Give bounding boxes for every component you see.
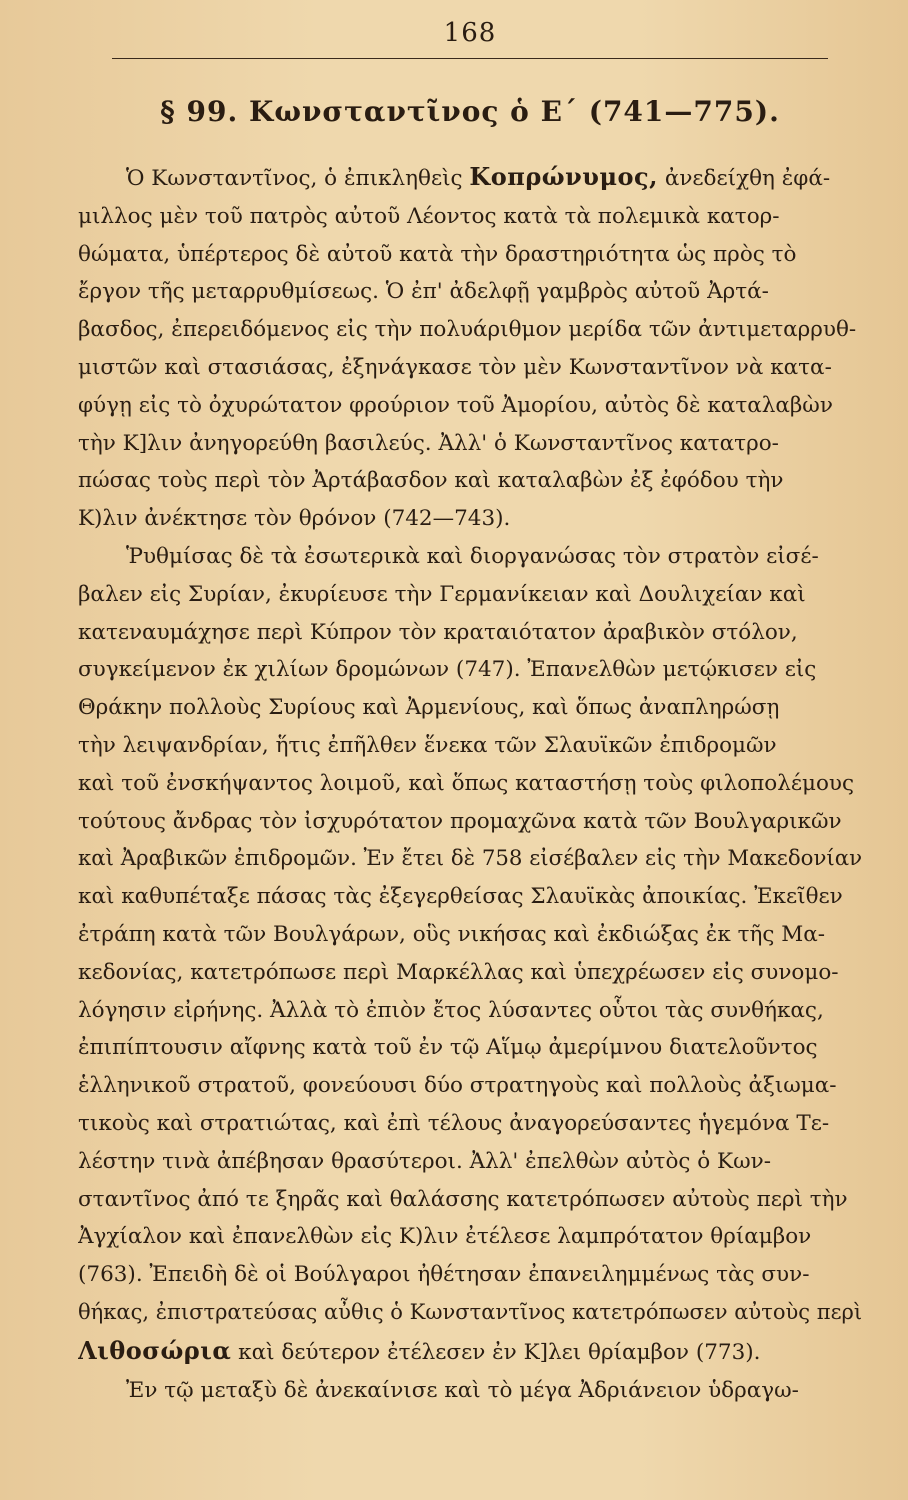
text-line: σταντῖνος ἀπό τε ξηρᾶς καὶ θαλάσσης κατετρόπωσεν αὐτοὺς περὶ τὴν: [78, 1186, 848, 1212]
header-rule: [112, 58, 828, 59]
text-line: τὴν λειψανδρίαν, ἥτις ἐπῆλθεν ἕνεκα τῶν Σλαυϊκῶν ἐπιδρομῶν: [78, 732, 777, 758]
text-line: ἑλληνικοῦ στρατοῦ, φονεύουσι δύο στρατηγοὺς καὶ πολλοὺς ἀξιωμα-: [78, 1073, 837, 1099]
text-line: Κ)λιν ἀνέκτησε τὸν θρόνον (742—743).: [78, 506, 511, 532]
text-line: τὴν Κ]λιν ἀνηγορεύθη βασιλεύς. Ἀλλ' ὁ Κωνσταντῖνος κατατρο-: [78, 430, 779, 456]
text-line: συγκείμενον ἐκ χιλίων δρομώνων (747). Ἐπανελθὼν μετῴκισεν εἰς: [78, 657, 817, 683]
text-line: [78, 1332, 862, 1372]
text-line: τούτους ἄνδρας τὸν ἰσχυρότατον προμαχῶνα κατὰ τῶν Βουλγαρικῶν: [78, 808, 842, 834]
paragraph: [78, 1372, 862, 1410]
text-line: ἐπιπίπτουσιν αἴφνης κατὰ τοῦ ἐν τῷ Αἵμῳ ἀμερίμνου διατελοῦντος: [78, 1035, 818, 1061]
body-text: [78, 158, 862, 1409]
text-line: καὶ Ἀραβικῶν ἐπιδρομῶν. Ἐν ἔτει δὲ 758 εἰσέβαλεν εἰς τὴν Μακεδονίαν: [78, 846, 863, 872]
text-line: ἐτράπη κατὰ τῶν Βουλγάρων, οὓς νικήσας καὶ ἐκδιώξας ἐκ τῆς Μα-: [78, 921, 826, 947]
paragraph: [78, 538, 862, 1372]
text-line: κατεναυμάχησε περὶ Κύπρον τὸν κραταιότατον ἀραβικὸν στόλον,: [78, 619, 798, 645]
text-line: βασδος, ἐπερειδόμενος εἰς τὴν πολυάριθμον μερίδα τῶν ἀντιμεταρρυθ-: [78, 317, 857, 343]
text-line: θήκας, ἐπιστρατεύσας αὖθις ὁ Κωνσταντῖνος κατετρόπωσεν αὐτοὺς περὶ: [78, 1299, 863, 1325]
section-title: § 99. Κωνσταντῖνος ὁ Ε΄ (741—775).: [160, 95, 780, 128]
page-number: 168: [443, 18, 497, 48]
line-text: Ὁ Κωνσταντῖνος, ὁ ἐπικληθεὶς: [126, 166, 470, 191]
text-line: φύγῃ εἰς τὸ ὀχυρώτατον φρούριον τοῦ Ἀμορίου, αὐτὸς δὲ καταλαβὼν: [78, 392, 833, 418]
text-line: μιλλος μὲν τοῦ πατρὸς αὐτοῦ Λέοντος κατὰ τὰ πολεμικὰ κατορ-: [78, 203, 780, 229]
text-line: Θράκην πολλοὺς Συρίους καὶ Ἀρμενίους, καὶ ὅπως ἀναπληρώσῃ: [78, 695, 780, 721]
text-line: καὶ τοῦ ἐνσκήψαντος λοιμοῦ, καὶ ὅπως καταστήσῃ τοὺς φιλοπολέμους: [78, 770, 855, 796]
line-text: καὶ δεύτερον ἐτέλεσεν ἐν Κ]λει θρίαμβον (773).: [231, 1339, 761, 1365]
text-line: μιστῶν καὶ στασιάσας, ἐξηνάγκασε τὸν μὲν Κωνσταντῖνον νὰ κατα-: [78, 354, 832, 380]
text-line: (763). Ἐπειδὴ δὲ οἱ Βούλγαροι ἠθέτησαν ἐπανειλημμένως τὰς συν-: [78, 1262, 810, 1288]
paragraph: [78, 158, 862, 538]
text-line: Ἐν τῷ μεταξὺ δὲ ἀνεκαίνισε καὶ τὸ μέγα Ἀδριάνειον ὑδραγω-: [126, 1377, 799, 1403]
text-line: ἔργον τῆς μεταρρυθμίσεως. Ὁ ἐπ' ἀδελφῇ γαμβρὸς αὐτοῦ Ἀρτά-: [78, 279, 769, 305]
line-text: ἀνεδείχθη ἐφά-: [658, 166, 831, 191]
text-line: λόγησιν εἰρήνης. Ἀλλὰ τὸ ἐπιὸν ἔτος λύσαντες οὗτοι τὰς συνθήκας,: [78, 997, 824, 1023]
text-line: καὶ καθυπέταξε πάσας τὰς ἐξεγερθείσας Σλαυϊκὰς ἀποικίας. Ἐκεῖθεν: [78, 884, 843, 910]
emphasized-name: Λιθοσώρια: [78, 1335, 232, 1365]
text-line: κεδονίας, κατετρόπωσε περὶ Μαρκέλλας καὶ ὑπεχρέωσεν εἰς συνομο-: [78, 959, 839, 985]
text-line: λέστην τινὰ ἀπέβησαν θρασύτεροι. Ἀλλ' ἐπελθὼν αὐτὸς ὁ Κων-: [78, 1148, 771, 1174]
text-line: τικοὺς καὶ στρατιώτας, καὶ ἐπὶ τέλους ἀναγορεύσαντες ἡγεμόνα Τε-: [78, 1110, 830, 1136]
emphasized-name: Κοπρώνυμος,: [469, 162, 658, 191]
text-line: πώσας τοὺς περὶ τὸν Ἀρτάβασδον καὶ καταλαβὼν ἐξ ἐφόδου τὴν: [78, 468, 784, 494]
text-line: θώματα, ὑπέρτερος δὲ αὐτοῦ κατὰ τὴν δραστηριότητα ὡς πρὸς τὸ: [78, 241, 797, 267]
text-line: Ἀγχίαλον καὶ ἐπανελθὼν εἰς Κ)λιν ἐτέλεσε λαμπρότατον θρίαμβον: [78, 1224, 812, 1250]
text-line: [78, 158, 862, 198]
text-line: Ῥυθμίσας δὲ τὰ ἐσωτερικὰ καὶ διοργανώσας τὸν στρατὸν εἰσέ-: [126, 543, 819, 569]
text-line: βαλεν εἰς Συρίαν, ἐκυρίευσε τὴν Γερμανίκειαν καὶ Δουλιχείαν καὶ: [78, 581, 806, 607]
